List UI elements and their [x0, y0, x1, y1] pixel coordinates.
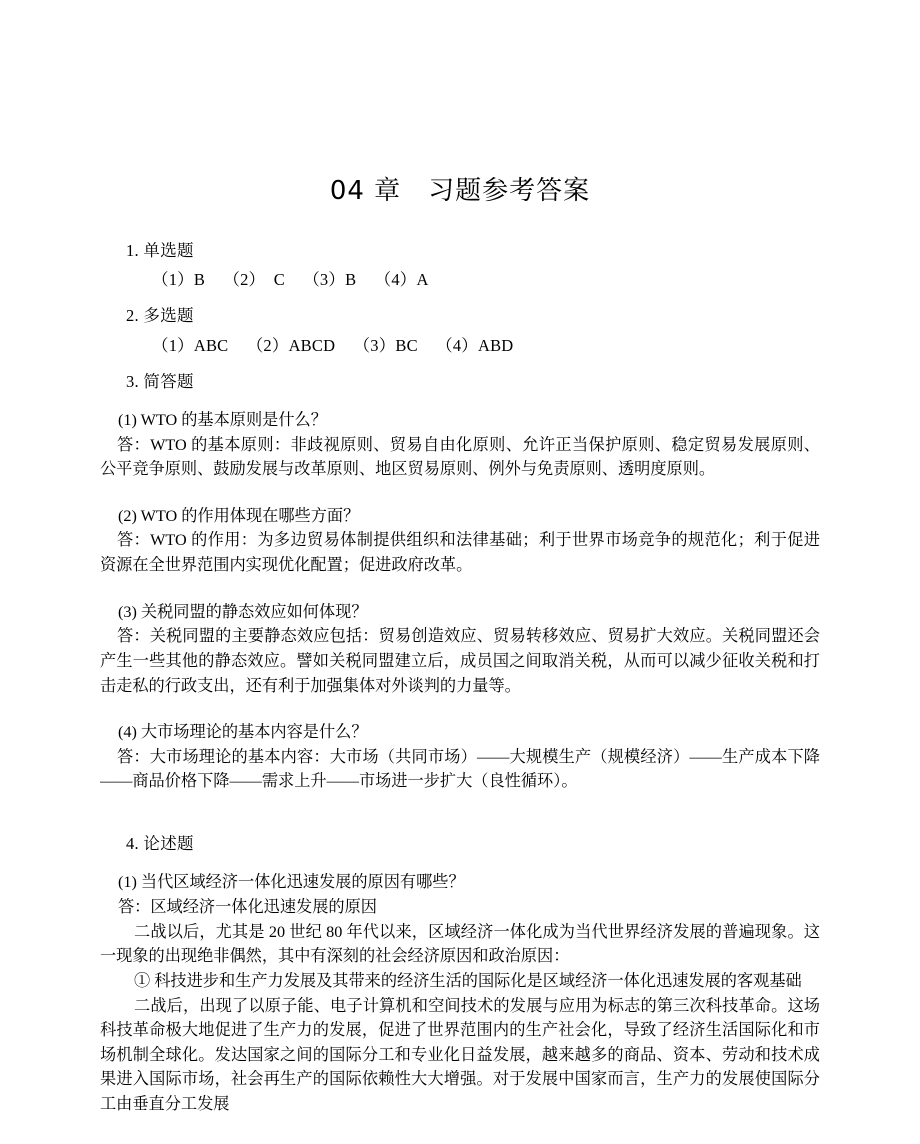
section-heading-single-choice: 1. 单选题: [126, 241, 194, 260]
answer-item: （4）ABD: [436, 335, 514, 355]
answer-text: 答：关税同盟的主要静态效应包括：贸易创造效应、贸易转移效应、贸易扩大效应。关税同盟还会产生一些其他的静态效应。譬如关税同盟建立后，成员国之间取消关税，从而可以减少征收关税和打击走私的行政支出，还有利于加强集体对外谈判的力量等。: [100, 627, 820, 695]
short-answer-item-3: [100, 600, 820, 699]
section-heading-multiple-choice: 2. 多选题: [126, 306, 194, 326]
answer-text: 答：WTO 的基本原则：非歧视原则、贸易自由化原则、允许正当保护原则、稳定贸易发展原则、公平竞争原则、鼓励发展与改革原则、地区贸易原则、例外与免责原则、透明度原则。: [100, 435, 820, 479]
answer-item: （2） C: [223, 270, 285, 290]
essay-paragraph: 二战后，出现了以原子能、电子计算机和空间技术的发展与应用为标志的第三次科技革命。这场科技革命极大地促进了生产力的发展，促进了世界范围内的生产社会化，导致了经济生活国际化和市场机制全球化。发达国家之间的国际分工和专业化日益发展，越来越多的商品、资本、劳动和技术成果进入国际市场，社会再生产的国际依赖性大大增强。对于发展中国家而言，生产力的发展使国际分工由垂直分工发展: [100, 996, 820, 1113]
answer-item: （2）ABCD: [246, 335, 336, 355]
short-answer-item-1: [100, 408, 820, 482]
answer-item: （4）A: [374, 270, 429, 290]
essay-paragraph: ① 科技进步和生产力发展及其带来的经济生活的国际化是区域经济一体化迅速发展的客观基础: [134, 971, 802, 990]
answer-item: （1）ABC: [152, 335, 229, 355]
answer-item: （3）B: [303, 270, 357, 290]
section-heading-short-answer: 3. 简答题: [126, 371, 194, 391]
spacer: [100, 399, 820, 408]
essay-item-1: [100, 870, 820, 1116]
answers-multiple-choice: [100, 334, 820, 357]
answer-text: 答：大市场理论的基本内容：大市场（共同市场）——大规模生产（规模经济）——生产成本下降——商品价格下降——需求上升——市场进一步扩大（良性循环）。: [100, 747, 820, 791]
answer-item: （3）BC: [353, 335, 418, 355]
document-body: [100, 240, 820, 1121]
question-text: (3) 关税同盟的静态效应如何体现？: [118, 602, 368, 621]
question-text: (1) WTO 的基本原则是什么？: [118, 410, 327, 429]
question-text: (2) WTO 的作用体现在哪些方面？: [118, 506, 360, 525]
spacer: [100, 495, 820, 504]
question-text: (4) 大市场理论的基本内容是什么？: [118, 723, 368, 742]
page-title: 04 章 习题参考答案: [329, 176, 591, 206]
short-answer-item-2: [100, 504, 820, 578]
question-text: (1) 当代区域经济一体化迅速发展的原因有哪些？: [118, 873, 465, 892]
answer-text: 答：WTO 的作用：为多边贸易体制提供组织和法律基础；利于世界市场竞争的规范化；利于促进资源在全世界范围内实现优化配置；促进政府改革。: [100, 531, 820, 575]
essay-paragraph: 二战以后，尤其是 20 世纪 80 年代以来，区域经济一体化成为当代世界经济发展的普遍现象。这一现象的出现绝非偶然，其中有深刻的社会经济原因和政治原因：: [100, 922, 820, 966]
spacer: [100, 861, 820, 870]
section-heading-essay: 4. 论述题: [126, 834, 194, 854]
spacer: [100, 591, 820, 600]
spacer: [100, 807, 820, 833]
answers-single-choice: [100, 268, 820, 291]
answer-lead-text: 答：区域经济一体化迅速发展的原因: [118, 898, 377, 916]
answer-item: （1）B: [152, 270, 206, 290]
spacer: [100, 711, 820, 720]
short-answer-item-4: [100, 720, 820, 794]
